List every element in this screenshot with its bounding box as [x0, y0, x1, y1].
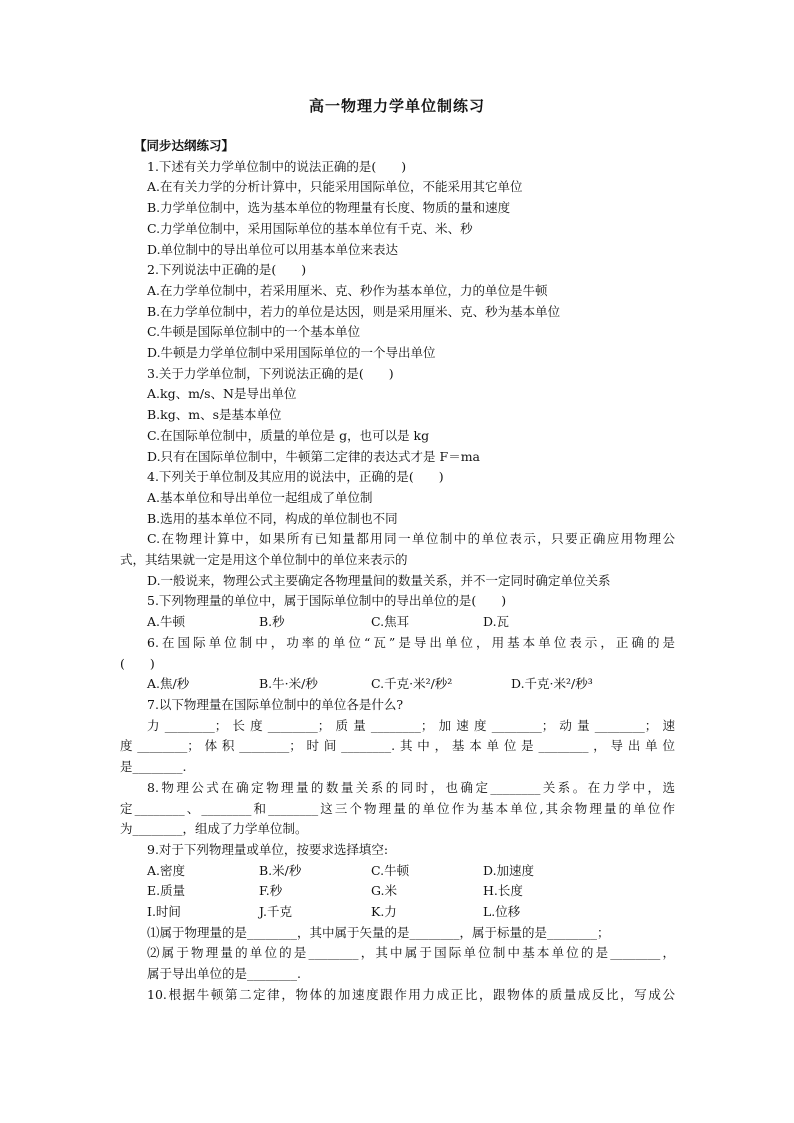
question-9-option: G.米 [371, 883, 398, 899]
question-9-option: I.时间 [147, 904, 181, 920]
question-6-option-c: C.千克·米²/秒² [371, 676, 453, 692]
question-9-option: C.牛顿 [371, 862, 410, 878]
question-4-option-b: B.选用的基本单位不同，构成的单位制也不同 [147, 510, 398, 526]
page-title: 高一物理力学单位制练习 [308, 97, 485, 115]
question-9-option: H.长度 [483, 883, 523, 899]
question-9-option: F.秒 [259, 883, 283, 899]
question-4-option-a: A.基本单位和导出单位一起组成了单位制 [147, 489, 373, 505]
question-8-line-2: 定________、________和________这三个物理量的单位作为基本单位,其余物理量的单位作 [120, 800, 675, 816]
question-3-option-a: A.kg、m/s、N是导出单位 [147, 386, 297, 402]
question-1-option-c: C.力学单位制中，采用国际单位的基本单位有千克、米、秒 [147, 220, 473, 236]
question-10-line-1: 10.根据牛顿第二定律，物体的加速度跟作用力成正比，跟物体的质量成反比，写成公 [147, 986, 675, 1002]
question-1-stem: 1.下述有关力学单位制中的说法正确的是( ) [147, 158, 407, 174]
question-7-line-1: 力________；长度________；质量________；加速度________；动量________；速 [147, 717, 675, 733]
question-6-option-a: A.焦/秒 [147, 676, 190, 692]
question-2-option-b: B.在力学单位制中，若力的单位是达因，则是采用厘米、克、秒为基本单位 [147, 303, 561, 319]
question-2-option-a: A.在力学单位制中，若采用厘米、克、秒作为基本单位，力的单位是牛顿 [147, 282, 548, 298]
question-5-option-c: C.焦耳 [371, 614, 410, 630]
question-6-stem-line-1: 6.在国际单位制中，功率的单位“瓦”是导出单位，用基本单位表示，正确的是 [147, 634, 675, 650]
question-6-stem-line-2: ( ) [120, 655, 155, 671]
question-9-option: A.密度 [147, 862, 186, 878]
question-7-line-3: 是________. [120, 759, 187, 775]
question-9-option: D.加速度 [483, 862, 535, 878]
question-2-option-c: C.牛顿是国际单位制中的一个基本单位 [147, 324, 361, 340]
question-9-part-2-line-2: 属于导出单位的是________. [147, 966, 301, 982]
question-3-stem: 3.关于力学单位制，下列说法正确的是( ) [147, 365, 394, 381]
question-3-option-b: B.kg、m、s是基本单位 [147, 407, 282, 423]
question-9-options-row-1 [120, 861, 675, 882]
question-9-option: K.力 [371, 904, 397, 920]
question-9-part-1: ⑴属于物理量的是________，其中属于矢量的是________，属于标量的是________； [147, 924, 610, 940]
question-6-option-d: D.千克·米²/秒³ [511, 676, 593, 692]
question-9-option: J.千克 [259, 904, 293, 920]
question-2-stem: 2.下列说法中正确的是( ) [147, 262, 307, 278]
question-5-option-a: A.牛顿 [147, 614, 186, 630]
question-8-line-1: 8.物理公式在确定物理量的数量关系的同时，也确定________关系。在力学中，选 [147, 779, 675, 795]
question-6-options [120, 674, 675, 695]
question-9-options-row-2 [120, 881, 675, 902]
question-9-option: B.米/秒 [259, 862, 302, 878]
question-7-line-2: 度________；体积________；时间________.其中，基本单位是________，导出单位 [120, 738, 675, 754]
question-5-option-b: B.秒 [259, 614, 285, 630]
question-4-option-c-line-1: C.在物理计算中，如果所有已知量都用同一单位制中的单位表示，只要正确应用物理公 [147, 531, 675, 547]
question-7-stem: 7.以下物理量在国际单位制中的单位各是什么? [147, 696, 404, 712]
question-4-option-d: D.一般说来，物理公式主要确定各物理量间的数量关系，并不一定同时确定单位关系 [147, 572, 611, 588]
question-3-option-c: C.在国际单位制中，质量的单位是 g，也可以是 kg [147, 427, 430, 443]
question-8-line-3: 为________，组成了力学单位制。 [120, 821, 308, 837]
question-3-option-d: D.只有在国际单位制中，牛顿第二定律的表达式才是 F＝ma [147, 448, 481, 464]
question-6-option-b: B.牛·米/秒 [259, 676, 318, 692]
question-1-option-d: D.单位制中的导出单位可以用基本单位来表达 [147, 241, 399, 257]
question-4-stem: 4.下列关于单位制及其应用的说法中，正确的是( ) [147, 469, 444, 485]
question-5-stem: 5.下列物理量的单位中，属于国际单位制中的导出单位的是( ) [147, 593, 507, 609]
question-1-option-b: B.力学单位制中，选为基本单位的物理量有长度、物质的量和速度 [147, 200, 511, 216]
question-9-options-row-3 [120, 902, 675, 923]
question-9-stem: 9.对于下列物理量或单位，按要求选择填空: [147, 841, 389, 857]
question-9-option: L.位移 [483, 904, 521, 920]
section-heading: 【同步达纲练习】 [134, 138, 235, 153]
document-body [120, 136, 675, 1006]
question-9-option: E.质量 [147, 883, 186, 899]
question-9-part-2-line-1: ⑵属于物理量的单位的是________，其中属于国际单位制中基本单位的是________， [147, 945, 675, 961]
question-2-option-d: D.牛顿是力学单位制中采用国际单位的一个导出单位 [147, 345, 436, 361]
question-5-options [120, 612, 675, 633]
question-4-option-c-line-2: 式，其结果就一定是用这个单位制中的单位来表示的 [120, 552, 408, 568]
question-1-option-a: A.在有关力学的分析计算中，只能采用国际单位，不能采用其它单位 [147, 179, 523, 195]
question-5-option-d: D.瓦 [483, 614, 510, 630]
